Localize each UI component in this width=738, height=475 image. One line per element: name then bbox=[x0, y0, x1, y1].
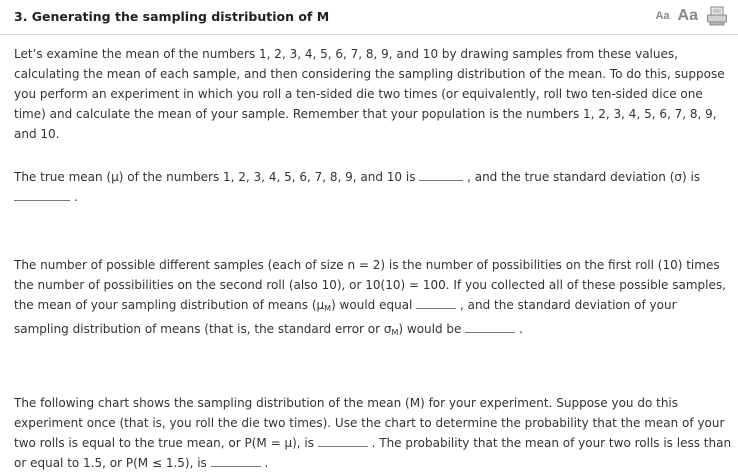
true-sd-text: , and the true standard deviation (σ) is bbox=[463, 170, 701, 184]
sampling-text-c: , and the standard deviation of your sampling distribution of means (that is, the standard error or σ bbox=[14, 298, 677, 336]
sampling-text-e: . bbox=[515, 322, 523, 336]
printer-icon[interactable] bbox=[706, 6, 728, 26]
probability-paragraph bbox=[14, 393, 732, 473]
true-sd-blank[interactable] bbox=[14, 187, 70, 201]
sampling-text-d: ) would be bbox=[398, 322, 466, 336]
question-body bbox=[14, 44, 732, 473]
toolbar bbox=[655, 6, 728, 26]
increase-font-button[interactable]: Aa bbox=[677, 7, 698, 24]
probability-text-c: . bbox=[260, 456, 269, 470]
sampling-text-b: ) would equal bbox=[331, 298, 417, 312]
prob-equal-blank[interactable] bbox=[318, 433, 368, 447]
true-mean-blank[interactable] bbox=[419, 167, 463, 181]
true-sd-end: . bbox=[70, 190, 78, 204]
sampling-text-a: The number of possible different samples (each of size n = 2) is the number of possibilities on the first roll (10) times the number of possibilities on the second roll (also 10), or 10(10) = 100. If you collected all of these possible samples, the mean of your sampling distribution of means (μ bbox=[14, 258, 726, 312]
true-mean-text: The true mean (μ) of the numbers 1, 2, 3, 4, 5, 6, 7, 8, 9, and 10 is bbox=[14, 170, 420, 184]
sampling-mean-blank[interactable] bbox=[416, 295, 456, 309]
question-header bbox=[0, 0, 738, 35]
true-mean-paragraph bbox=[14, 167, 732, 207]
sampling-paragraph bbox=[14, 255, 732, 343]
decrease-font-button[interactable]: Aa bbox=[655, 10, 670, 22]
question-title: 3. Generating the sampling distribution of M bbox=[14, 9, 330, 24]
sub-m-2: M bbox=[391, 328, 399, 337]
prob-le-blank[interactable] bbox=[211, 453, 261, 467]
standard-error-blank[interactable] bbox=[465, 319, 515, 333]
sub-m-1: M bbox=[324, 304, 332, 313]
probability-text-a: The following chart shows the sampling distribution of the mean (M) for your experiment. Suppose you do this experiment once (that is, you roll the die two times). Use the chart to determine the probability that the mean of your two rolls is equal to the true mean, or P(M = μ), is bbox=[14, 396, 725, 450]
intro-paragraph: Let’s examine the mean of the numbers 1, 2, 3, 4, 5, 6, 7, 8, 9, and 10 by drawing samples from these values, calculating the mean of each sample, and then considering the sampling distribution of the mean. To do this, suppose you perform an experiment in which you roll a ten-sided die two times (or equivalently, roll two ten-sided dice one time) and calculate the mean of your sample. Remember that your population is the numbers 1, 2, 3, 4, 5, 6, 7, 8, 9, and 10. bbox=[14, 47, 725, 141]
probability-text-b: . The probability that the mean of your two rolls is less than or equal to 1.5, or P(M ≤ 1.5), is bbox=[14, 436, 732, 470]
